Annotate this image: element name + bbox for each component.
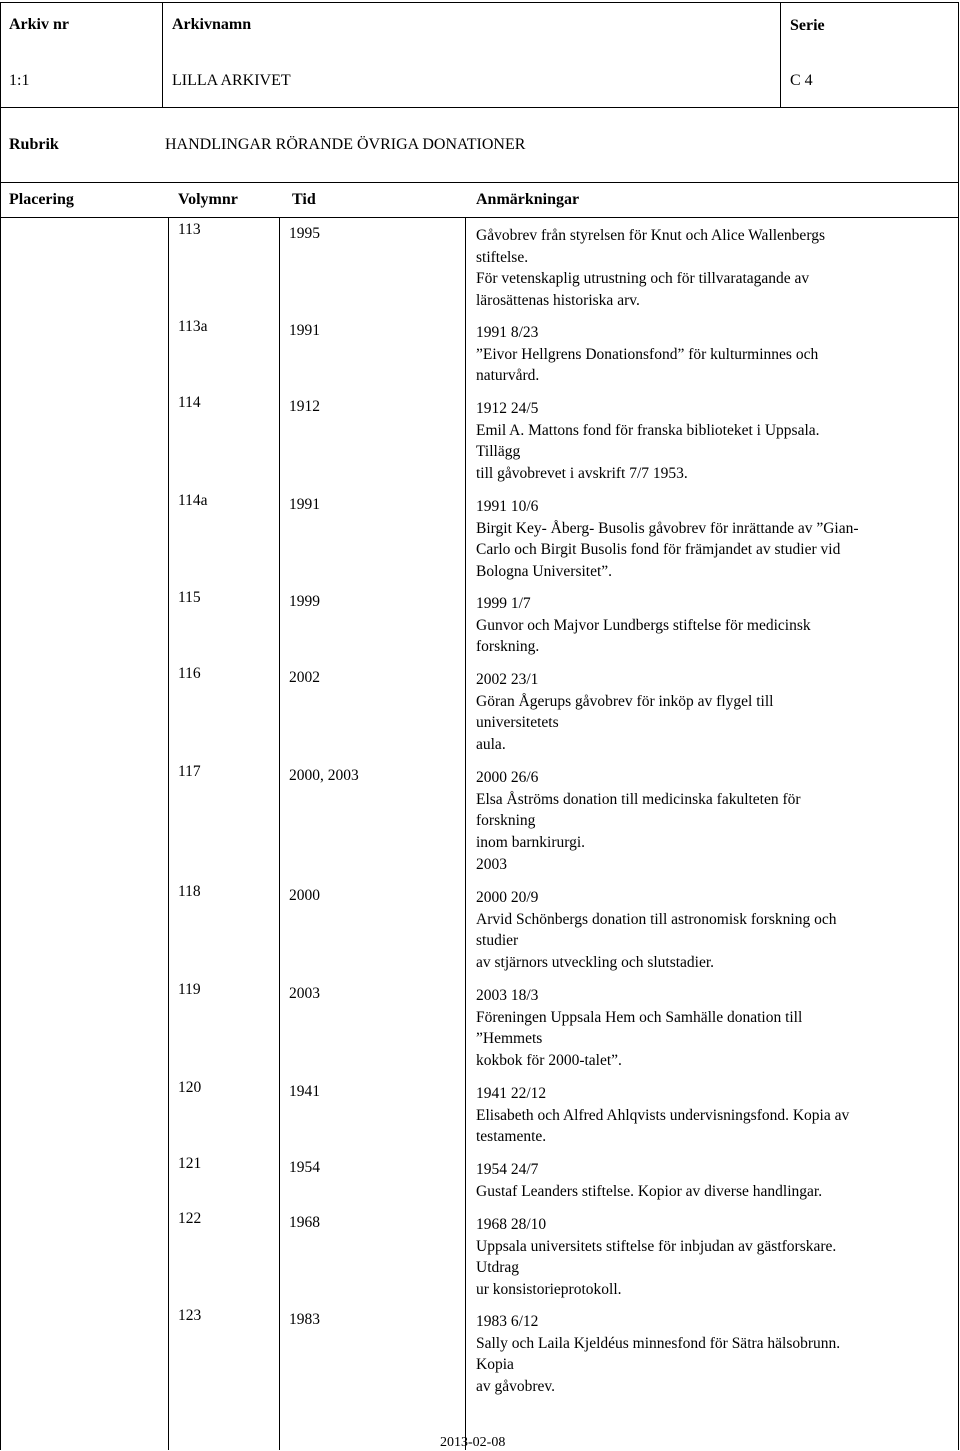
volymnr-cell: 116 [178, 665, 201, 682]
placering-divider [168, 217, 169, 1450]
anmarkning-line: naturvård. [476, 367, 540, 385]
footer-date: 2013-02-08 [440, 1435, 506, 1450]
volymnr-divider [279, 217, 280, 1450]
tid-cell: 1954 [289, 1159, 320, 1176]
tid-cell: 1991 [289, 496, 320, 513]
anmarkning-line: 1999 1/7 [476, 595, 531, 612]
anmarkning-line: 1991 8/23 [476, 324, 539, 341]
tid-cell: 1912 [289, 398, 320, 415]
column-header-tid: Tid [292, 191, 316, 208]
anmarkning-line: Elisabeth och Alfred Ahlqvists undervisningsfond. Kopia av [476, 1106, 850, 1124]
anmarkningar-cell [476, 593, 876, 658]
anmarkning-line: testamente. [476, 1128, 547, 1146]
anmarkning-line: ur konsistorieprotokoll. [476, 1281, 622, 1299]
volymnr-cell: 120 [178, 1079, 202, 1096]
anmarkning-line: 2002 23/1 [476, 671, 539, 688]
tid-cell: 2002 [289, 669, 320, 686]
anmarkning-line: 1968 28/10 [476, 1216, 547, 1233]
tid-cell: 1999 [289, 593, 320, 610]
anmarkningar-cell [476, 887, 876, 974]
tid-cell: 1991 [289, 322, 320, 339]
tid-cell: 2000, 2003 [289, 767, 359, 784]
anmarkning-line: Gustaf Leanders stiftelse. Kopior av diverse handlingar. [476, 1182, 823, 1200]
column-header-placering: Placering [9, 191, 74, 208]
rubrik-label: Rubrik [9, 136, 59, 153]
volymnr-cell: 113 [178, 221, 201, 238]
arkivnamn-label: Arkivnamn [172, 16, 252, 33]
anmarkning-line: 1954 24/7 [476, 1161, 539, 1178]
volymnr-cell: 115 [178, 589, 201, 606]
anmarkningar-cell [476, 1214, 876, 1301]
arkiv-nr-value: 1:1 [9, 72, 30, 89]
anmarkning-line: Emil A. Mattons fond för franska biblioteket i Uppsala. [476, 421, 820, 439]
volymnr-cell: 122 [178, 1210, 202, 1227]
anmarkning-line: 2003 18/3 [476, 987, 539, 1004]
anmarkning-line: 2000 26/6 [476, 769, 539, 786]
anmarkningar-cell [476, 225, 876, 312]
anmarkning-line: Utdrag [476, 1259, 520, 1277]
anmarkning-line: lärosättenas historiska arv. [476, 292, 640, 310]
volymnr-cell: 114a [178, 492, 208, 509]
anmarkning-line: forskning [476, 812, 536, 830]
anmarkningar-cell [476, 669, 876, 756]
anmarkningar-cell [476, 985, 876, 1072]
anmarkning-line: Uppsala universitets stiftelse för inbjudan av gästforskare. [476, 1237, 837, 1255]
anmarkning-line: Sally och Laila Kjeldéus minnesfond för Sätra hälsobrunn. [476, 1334, 841, 1352]
volymnr-cell: 123 [178, 1307, 202, 1324]
arkivnamn-value: LILLA ARKIVET [172, 72, 291, 89]
anmarkning-line: Göran Ågerups gåvobrev för inköp av flygel till [476, 692, 774, 710]
anmarkningar-cell [476, 1159, 876, 1202]
anmarkningar-cell [476, 398, 876, 485]
top-border [0, 2, 958, 3]
anmarkningar-cell [476, 322, 876, 387]
volymnr-cell: 114 [178, 394, 201, 411]
anmarkning-line: Gåvobrev från styrelsen för Knut och Alice Wallenbergs [476, 227, 825, 244]
anmarkning-line: För vetenskaplig utrustning och för tillvaratagande av [476, 270, 810, 288]
volymnr-cell: 117 [178, 763, 201, 780]
anmarkning-line: 1983 6/12 [476, 1313, 539, 1330]
tid-divider [465, 217, 466, 1450]
anmarkning-line: 2003 [476, 855, 507, 873]
anmarkning-line: universitetets [476, 714, 559, 732]
anmarkning-line: till gåvobrevet i avskrift 7/7 1953. [476, 465, 688, 483]
volymnr-cell: 119 [178, 981, 201, 998]
anmarkning-line: ”Hemmets [476, 1030, 543, 1048]
column-header-anmarkningar: Anmärkningar [476, 191, 580, 208]
arkiv-nr-label: Arkiv nr [9, 16, 69, 33]
serie-value: C 4 [790, 72, 813, 89]
anmarkning-line: 1991 10/6 [476, 498, 539, 515]
columns-bottom-border [0, 217, 958, 218]
right-border [958, 2, 959, 1450]
anmarkning-line: Arvid Schönbergs donation till astronomisk forskning och [476, 910, 837, 928]
anmarkning-line: stiftelse. [476, 248, 529, 266]
tid-cell: 1941 [289, 1083, 320, 1100]
anmarkning-line: Tillägg [476, 443, 521, 461]
header-bottom-border [0, 107, 958, 108]
anmarkning-line: Bologna Universitet”. [476, 563, 613, 581]
anmarkning-line: Elsa Åströms donation till medicinska fakulteten för [476, 790, 801, 808]
anmarkning-line: forskning. [476, 638, 540, 656]
anmarkning-line: Birgit Key- Åberg- Busolis gåvobrev för inrättande av ”Gian- [476, 519, 859, 537]
tid-cell: 1968 [289, 1214, 320, 1231]
anmarkning-line: Kopia [476, 1356, 514, 1374]
serie-label: Serie [790, 17, 825, 34]
volymnr-cell: 118 [178, 883, 201, 900]
tid-cell: 1983 [289, 1311, 320, 1328]
volymnr-cell: 113a [178, 318, 208, 335]
anmarkning-line: Gunvor och Majvor Lundbergs stiftelse för medicinsk [476, 616, 811, 634]
anmarkning-line: av stjärnors utveckling och slutstadier. [476, 954, 715, 972]
anmarkning-line: 1912 24/5 [476, 400, 539, 417]
rubrik-bottom-border [0, 182, 958, 183]
anmarkning-line: 1941 22/12 [476, 1085, 547, 1102]
tid-cell: 2003 [289, 985, 320, 1002]
header-divider-1 [162, 2, 163, 107]
anmarkning-line: studier [476, 932, 519, 950]
anmarkning-line: Carlo och Birgit Busolis fond för främjandet av studier vid [476, 541, 841, 559]
anmarkningar-cell [476, 1083, 876, 1148]
anmarkningar-cell [476, 1311, 876, 1398]
anmarkning-line: 2000 20/9 [476, 889, 539, 906]
anmarkningar-cell [476, 767, 876, 876]
anmarkning-line: av gåvobrev. [476, 1378, 556, 1396]
anmarkning-line: aula. [476, 736, 506, 754]
anmarkningar-cell [476, 496, 876, 583]
header-divider-2 [780, 2, 781, 107]
left-border [0, 2, 1, 1450]
anmarkning-line: Föreningen Uppsala Hem och Samhälle donation till [476, 1008, 803, 1026]
anmarkning-line: ”Eivor Hellgrens Donationsfond” för kulturminnes och [476, 345, 819, 363]
tid-cell: 2000 [289, 887, 320, 904]
column-header-volymnr: Volymnr [178, 191, 238, 208]
rubrik-value: HANDLINGAR RÖRANDE ÖVRIGA DONATIONER [165, 136, 526, 153]
anmarkning-line: kokbok för 2000-talet”. [476, 1052, 622, 1070]
volymnr-cell: 121 [178, 1155, 202, 1172]
anmarkning-line: inom barnkirurgi. [476, 834, 586, 852]
tid-cell: 1995 [289, 225, 320, 242]
